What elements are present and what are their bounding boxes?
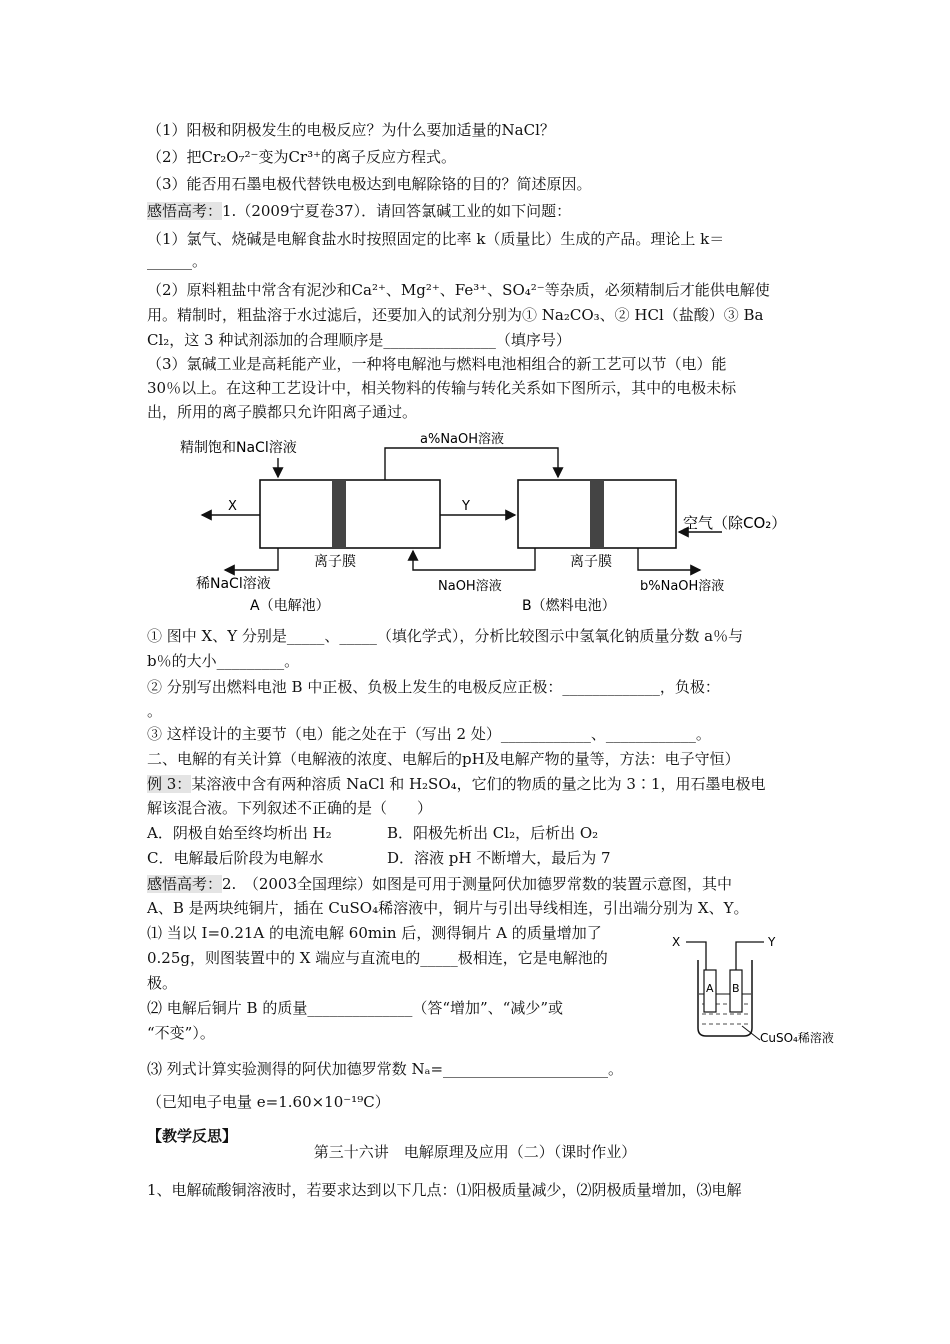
gaokao-1-part-2a: （2）原料粗盐中常含有泥沙和Ca²⁺、Mg²⁺、Fe³⁺、SO₄²⁻等杂质，必须精制后才能供电解使: [147, 281, 770, 299]
gaokao-2-q2a: ⑵ 电解后铜片 B 的质量______________（答“增加”、“减少”或: [147, 999, 564, 1017]
label-x2: X: [672, 935, 681, 949]
membrane-b: [590, 480, 604, 548]
gaokao-1-part-2c: Cl₂，这 3 种试剂添加的合理顺序是_______________（填序号）: [147, 331, 571, 349]
label-y: Y: [462, 499, 470, 514]
label-feed: 精制饱和NaCl溶液: [180, 440, 297, 456]
label-membrane-b: 离子膜: [570, 554, 612, 570]
option-c: C．电解最后阶段为电解水: [147, 849, 324, 867]
option-d: D．溶液 pH 不断增大，最后为 7: [387, 849, 611, 867]
gaokao-1-part-3c: 出，所用的离子膜都只允许阳离子通过。: [147, 403, 418, 421]
gaokao-1-part-2b: 用。精制时，粗盐溶于水过滤后，还要加入的试剂分别为① Na₂CO₃、② HCl（盐酸）③ Ba: [147, 306, 764, 324]
label-naoh: NaOH溶液: [438, 579, 502, 594]
example-3-line-1: [147, 773, 766, 795]
question-2: （2）把Cr₂O₇²⁻变为Cr³⁺的离子反应方程式。: [147, 148, 457, 166]
label-b-naoh: b%NaOH溶液: [640, 579, 725, 594]
gaokao-1-part-1a: （1）氯气、烧碱是电解食盐水时按照固定的比率 k（质量比）生成的产品。理论上 k＝: [147, 230, 725, 248]
gaokao-2-line-2: A、B 是两块纯铜片，插在 CuSO₄稀溶液中，铜片与引出导线相连，引出端分别为 X、Y。: [147, 899, 749, 917]
avogadro-apparatus-diagram: [668, 930, 843, 1050]
example-3-line-2: 解该混合液。下列叙述不正确的是（ ）: [147, 799, 433, 817]
subq-1a: ① 图中 X、Y 分别是_____、_____（填化学式），分析比较图示中氢氧化钠质量分数 a％与: [147, 627, 744, 645]
gaokao-1-part-1b: ______。: [147, 252, 208, 270]
membrane-a: [332, 480, 346, 548]
label-top: a%NaOH溶液: [420, 432, 505, 447]
subq-2a: ② 分别写出燃料电池 B 中正极、负极上发生的电极反应正极：_____________，负极：: [147, 678, 720, 696]
label-air: 空气（除CO₂）: [683, 514, 787, 532]
gaokao-2-q1a: ⑴ 当以 I=0.21A 的电流电解 60min 后，测得铜片 A 的质量增加了: [147, 924, 602, 942]
gaokao-2-title: 2. （2003全国理综）如图是可用于测量阿伏加德罗常数的装置示意图，其中: [222, 875, 733, 893]
subq-1b: b％的大小_________。: [147, 652, 300, 670]
subq-3: ③ 这样设计的主要节（电）能之处在于（写出 2 处）____________、____________。: [147, 725, 711, 743]
example-tag: 例 3：: [147, 775, 192, 793]
homework-1: 1、电解硫酸铜溶液时，若要求达到以下几点：⑴阳极质量减少，⑵阴极质量增加，⑶电解: [147, 1181, 742, 1199]
option-a: A．阴极自始至终均析出 H₂: [147, 824, 332, 842]
gaokao-1-part-3b: 30％以上。在这种工艺设计中，相关物料的传输与转化关系如下图所示，其中的电极未标: [147, 379, 737, 397]
label-plate-a: A: [706, 982, 714, 995]
label-cell-b: B（燃料电池）: [522, 598, 616, 614]
question-3: （3）能否用石墨电极代替铁电极达到电解除铬的目的？简述原因。: [147, 175, 592, 193]
gaokao-tag: 感悟高考：: [147, 202, 223, 220]
label-solution: CuSO₄稀溶液: [760, 1031, 834, 1045]
section-2-title: 二、电解的有关计算（电解液的浓度、电解后的pH及电解产物的量等，方法：电子守恒）: [147, 750, 740, 768]
label-membrane-a: 离子膜: [314, 554, 356, 570]
label-dilute: 稀NaCl溶液: [196, 576, 271, 592]
cell-a-box: [260, 480, 440, 548]
lecture-title: 第三十六讲 电解原理及应用（二）（课时作业）: [313, 1143, 637, 1161]
subq-2b: 。: [147, 702, 163, 720]
label-y2: Y: [768, 935, 776, 949]
option-b: B．阳极先析出 Cl₂，后析出 O₂: [387, 824, 599, 842]
teaching-reflection: 【教学反思】: [147, 1127, 238, 1145]
question-1: （1）阳极和阴极发生的电极反应？为什么要加适量的NaCl？: [147, 121, 555, 139]
gaokao-2-heading: [147, 873, 732, 895]
example-3-text: 某溶液中含有两种溶质 NaCl 和 H₂SO₄，它们的物质的量之比为 3∶1，用石墨电极电: [191, 775, 766, 793]
chlor-alkali-diagram: [170, 430, 787, 620]
gaokao-2-q3: ⑶ 列式计算实验测得的阿伏加德罗常数 Nₐ=______________________。: [147, 1060, 624, 1078]
gaokao-2-note: （已知电子电量 e=1.60×10⁻¹⁹C）: [147, 1093, 390, 1111]
gaokao-2-q2b: “不变”）。: [147, 1024, 215, 1042]
label-plate-b: B: [732, 982, 740, 995]
label-x: X: [228, 499, 237, 514]
gaokao-tag-2: 感悟高考：: [147, 875, 223, 893]
gaokao-1-part-3a: （3）氯碱工业是高耗能产业，一种将电解池与燃料电池相组合的新工艺可以节（电）能: [147, 355, 727, 373]
gaokao-2-q1b: 0.25g，则图装置中的 X 端应与直流电的_____极相连，它是电解池的: [147, 949, 608, 967]
gaokao-1-title: 1.（2009宁夏卷37）．请回答氯碱工业的如下问题：: [222, 202, 572, 220]
gaokao-1-heading: [147, 200, 571, 222]
gaokao-2-q1c: 极。: [147, 974, 178, 992]
label-cell-a: A（电解池）: [250, 598, 330, 614]
